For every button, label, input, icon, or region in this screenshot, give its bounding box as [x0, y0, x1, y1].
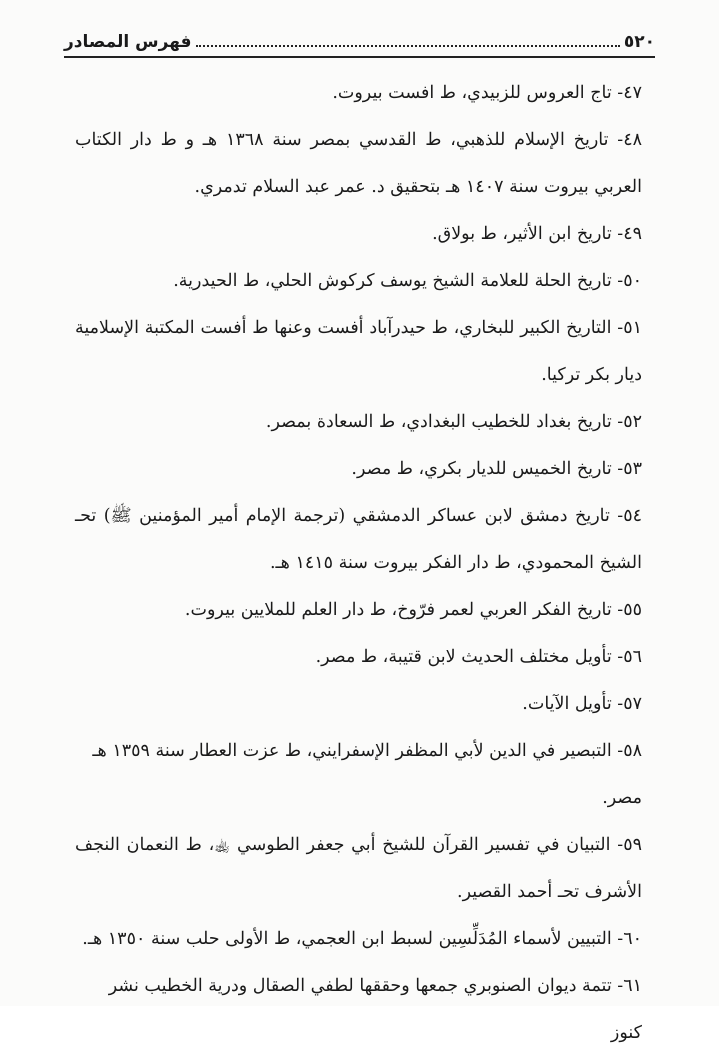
running-header: [64, 26, 655, 58]
bibliography-entry-57: ٥٧- تأويل الآيات.: [522, 694, 642, 714]
bibliography-entry-48: ٤٨- تاريخ الإسلام للذهبي، ط القدسي بمصر سنة ١٣٦٨ هـ و ط دار الكتاب العربي بيروت سنة ١٤٠٧ هـ بتحقيق د. عمر عبد السلام تدمري.: [75, 130, 642, 197]
bibliography-entry-49: ٤٩- تاريخ ابن الأثير، ط بولاق.: [432, 224, 642, 244]
bibliography-entry-58: ٥٨- التبصير في الدين لأبي المظفر الإسفرايني، ط عزت العطار سنة ١٣٥٩ هـ مصر.: [92, 741, 642, 808]
bibliography-entry-56: ٥٦- تأويل مختلف الحديث لابن قتيبة، ط مصر.: [315, 647, 642, 667]
bibliography-entry-59: ٥٩- التبيان في تفسير القرآن للشيخ أبي جعفر الطوسي ﵀، ط النعمان النجف الأشرف تحـ أحمد القصير.: [75, 835, 642, 902]
bibliography-entry-60: ٦٠- التبيين لأسماء المُدَلِّسِين لسبط ابن العجمي، ط الأولى حلب سنة ١٣٥٠ هـ.: [82, 929, 642, 949]
bibliography-entry-53: ٥٣- تاريخ الخميس للديار بكري، ط مصر.: [351, 459, 642, 479]
bibliography-entry-61: ٦١- تتمة ديوان الصنوبري جمعها وحققها لطفي الصقال ودرية الخطيب نشر كنوز: [108, 976, 642, 1043]
bibliography-entry-52: ٥٢- تاريخ بغداد للخطيب البغدادي، ط السعادة بمصر.: [265, 412, 642, 432]
bibliography-entry-55: ٥٥- تاريخ الفكر العربي لعمر فرّوخ، ط دار العلم للملايين بيروت.: [184, 600, 642, 620]
bibliography-entry-54: ٥٤- تاريخ دمشق لابن عساكر الدمشقي (ترجمة الإمام أمير المؤمنين ﷺ) تحـ الشيخ المحمودي، ط دار الفكر بيروت سنة ١٤١٥ هـ.: [75, 506, 642, 573]
bibliography-entry-51: ٥١- التاريخ الكبير للبخاري، ط حيدرآباد أفست وعنها ط أفست المكتبة الإسلامية ديار بكر تركيا.: [75, 318, 642, 385]
bibliography-entry-47: ٤٧- تاج العروس للزبيدي، ط افست بيروت.: [332, 83, 642, 103]
bibliography-list: [75, 70, 642, 1057]
header-leader-dots: [196, 45, 620, 47]
section-title: فهرس المصادر: [64, 32, 192, 52]
bibliography-entry-50: ٥٠- تاريخ الحلة للعلامة الشيخ يوسف كركوش الحلي، ط الحيدرية.: [173, 271, 642, 291]
page-number: ٥٢٠: [623, 32, 655, 52]
